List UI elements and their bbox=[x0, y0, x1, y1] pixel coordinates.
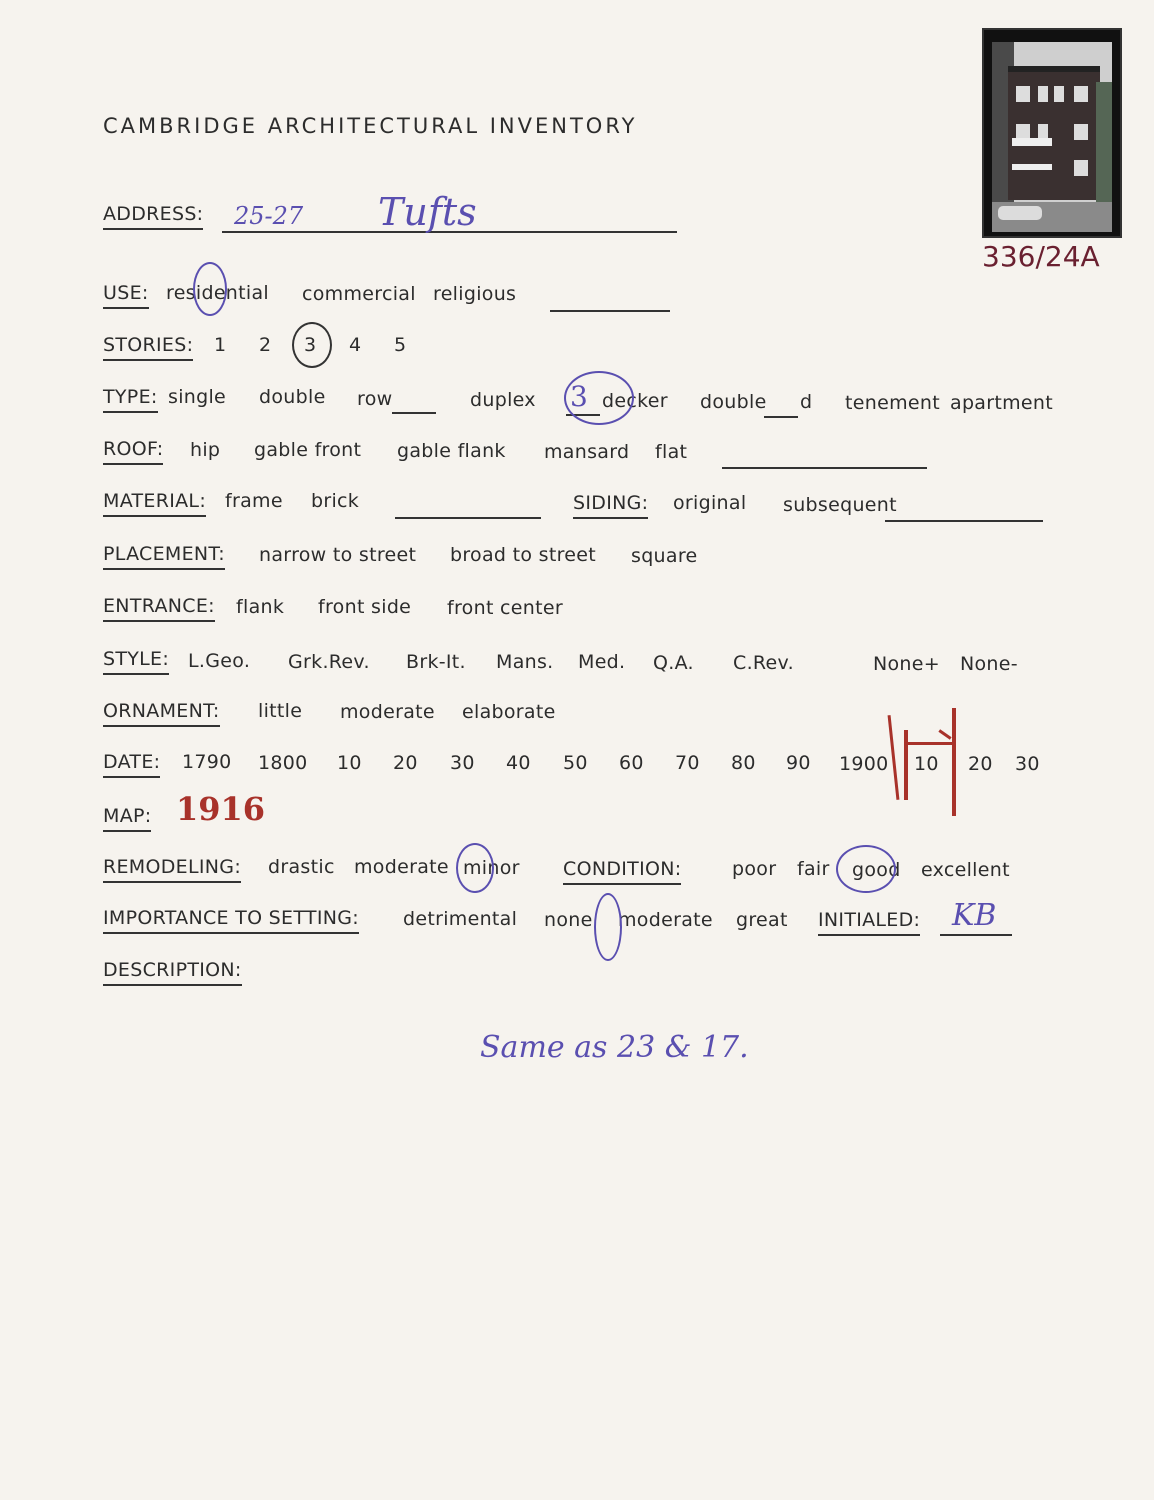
remodeling-label: REMODELING: bbox=[103, 856, 241, 883]
style-label: STYLE: bbox=[103, 648, 169, 675]
material-frame: frame bbox=[225, 490, 283, 512]
date-1890: 90 bbox=[786, 752, 811, 774]
material-brick: brick bbox=[311, 490, 360, 512]
date-1820: 20 bbox=[393, 752, 418, 774]
material-label: MATERIAL: bbox=[103, 490, 206, 517]
date-1900: 1900 bbox=[839, 753, 889, 775]
initialed-label: INITIALED: bbox=[818, 909, 920, 936]
importance-none: none bbox=[544, 909, 593, 931]
type-circle-mark bbox=[564, 371, 634, 425]
date-1810: 10 bbox=[337, 752, 362, 774]
placement-broad: broad to street bbox=[450, 544, 597, 566]
building-photo bbox=[982, 28, 1122, 238]
condition-poor: poor bbox=[732, 858, 777, 880]
type-apartment: apartment bbox=[950, 392, 1053, 414]
roof-mansard: mansard bbox=[544, 441, 630, 463]
style-none-minus: None- bbox=[960, 653, 1018, 675]
date-1910: 10 bbox=[914, 753, 939, 775]
style-brkit: Brk-It. bbox=[406, 651, 466, 673]
placement-narrow: narrow to street bbox=[259, 544, 417, 566]
placement-label: PLACEMENT: bbox=[103, 543, 225, 570]
ornament-little: little bbox=[258, 700, 303, 722]
siding-label: SIDING: bbox=[573, 492, 648, 519]
condition-label: CONDITION: bbox=[563, 858, 681, 885]
ornament-moderate: moderate bbox=[340, 701, 435, 723]
ornament-label: ORNAMENT: bbox=[103, 700, 220, 727]
ornament-elaborate: elaborate bbox=[462, 701, 556, 723]
remodeling-minor: minor bbox=[463, 857, 520, 879]
style-mans: Mans. bbox=[496, 651, 554, 673]
type-row: row bbox=[357, 388, 393, 410]
description-value: Same as 23 & 17. bbox=[480, 1030, 749, 1065]
remodeling-moderate: moderate bbox=[354, 856, 449, 878]
importance-detrimental: detrimental bbox=[403, 908, 518, 930]
address-number: 25-27 bbox=[234, 202, 304, 230]
date-1880: 80 bbox=[731, 752, 756, 774]
importance-circle-mark bbox=[594, 893, 622, 961]
description-label: DESCRIPTION: bbox=[103, 959, 242, 986]
material-other-line bbox=[395, 517, 541, 519]
map-label: MAP: bbox=[103, 805, 151, 832]
date-1840: 40 bbox=[506, 752, 531, 774]
stories-5: 5 bbox=[394, 334, 407, 356]
date-1870: 70 bbox=[675, 752, 700, 774]
date-1920: 20 bbox=[968, 753, 993, 775]
roof-gable-front: gable front bbox=[254, 439, 362, 461]
style-crev: C.Rev. bbox=[733, 652, 794, 674]
condition-circle-mark bbox=[836, 845, 896, 893]
entrance-front-side: front side bbox=[318, 596, 412, 618]
roof-gable-flank: gable flank bbox=[397, 440, 506, 462]
type-row-line bbox=[392, 412, 436, 414]
condition-excellent: excellent bbox=[921, 859, 1010, 881]
date-1930: 30 bbox=[1015, 753, 1040, 775]
use-label: USE: bbox=[103, 282, 149, 309]
importance-great: great bbox=[736, 909, 788, 931]
siding-other-line bbox=[885, 520, 1043, 522]
initialed-value: KB bbox=[952, 898, 997, 933]
importance-moderate: moderate bbox=[618, 909, 713, 931]
roof-hip: hip bbox=[190, 439, 221, 461]
condition-fair: fair bbox=[797, 858, 830, 880]
remodeling-drastic: drastic bbox=[268, 856, 335, 878]
map-value: 1916 bbox=[176, 790, 266, 828]
type-double-d-line bbox=[764, 416, 798, 418]
style-grkrev: Grk.Rev. bbox=[288, 651, 370, 673]
use-residential: residential bbox=[166, 282, 270, 304]
stories-circle-mark bbox=[292, 322, 332, 368]
stories-label: STORIES: bbox=[103, 334, 193, 361]
roof-label: ROOF: bbox=[103, 438, 163, 465]
use-circle-mark bbox=[193, 262, 227, 316]
type-decker-number: 3 bbox=[570, 380, 588, 413]
initialed-line bbox=[940, 934, 1012, 936]
roof-other-line bbox=[722, 467, 927, 469]
catalog-number: 336/24A bbox=[982, 240, 1100, 273]
entrance-label: ENTRANCE: bbox=[103, 595, 215, 622]
style-qa: Q.A. bbox=[653, 652, 694, 674]
siding-subsequent: subsequent bbox=[783, 494, 897, 516]
style-lgeo: L.Geo. bbox=[188, 650, 251, 672]
date-1830: 30 bbox=[450, 752, 475, 774]
entrance-front-center: front center bbox=[447, 597, 563, 619]
importance-label: IMPORTANCE TO SETTING: bbox=[103, 907, 359, 934]
entrance-flank: flank bbox=[236, 596, 285, 618]
date-1790: 1790 bbox=[182, 751, 232, 773]
use-commercial: commercial bbox=[302, 283, 416, 305]
use-other-line bbox=[550, 310, 670, 312]
form-title: CAMBRIDGE ARCHITECTURAL INVENTORY bbox=[103, 114, 638, 138]
type-tenement: tenement bbox=[845, 392, 940, 414]
address-street: Tufts bbox=[378, 190, 477, 234]
type-duplex: duplex bbox=[470, 389, 536, 411]
type-d: d bbox=[800, 391, 813, 413]
date-1850: 50 bbox=[563, 752, 588, 774]
remodeling-circle-mark bbox=[456, 843, 494, 893]
stories-1: 1 bbox=[214, 334, 227, 356]
stories-3: 3 bbox=[304, 334, 317, 356]
address-label: ADDRESS: bbox=[103, 203, 203, 230]
roof-flat: flat bbox=[655, 441, 688, 463]
style-med: Med. bbox=[578, 651, 626, 673]
stories-4: 4 bbox=[349, 334, 362, 356]
type-double-d: double bbox=[700, 391, 767, 413]
type-double: double bbox=[259, 386, 326, 408]
date-1800: 1800 bbox=[258, 752, 308, 774]
style-none-plus: None+ bbox=[873, 653, 940, 675]
use-religious: religious bbox=[433, 283, 517, 305]
type-single: single bbox=[168, 386, 227, 408]
date-1860: 60 bbox=[619, 752, 644, 774]
type-label: TYPE: bbox=[103, 386, 158, 413]
siding-original: original bbox=[673, 492, 747, 514]
stories-2: 2 bbox=[259, 334, 272, 356]
placement-square: square bbox=[631, 545, 698, 567]
date-label: DATE: bbox=[103, 751, 160, 778]
condition-good: good bbox=[852, 859, 901, 881]
type-decker: decker bbox=[602, 390, 668, 412]
